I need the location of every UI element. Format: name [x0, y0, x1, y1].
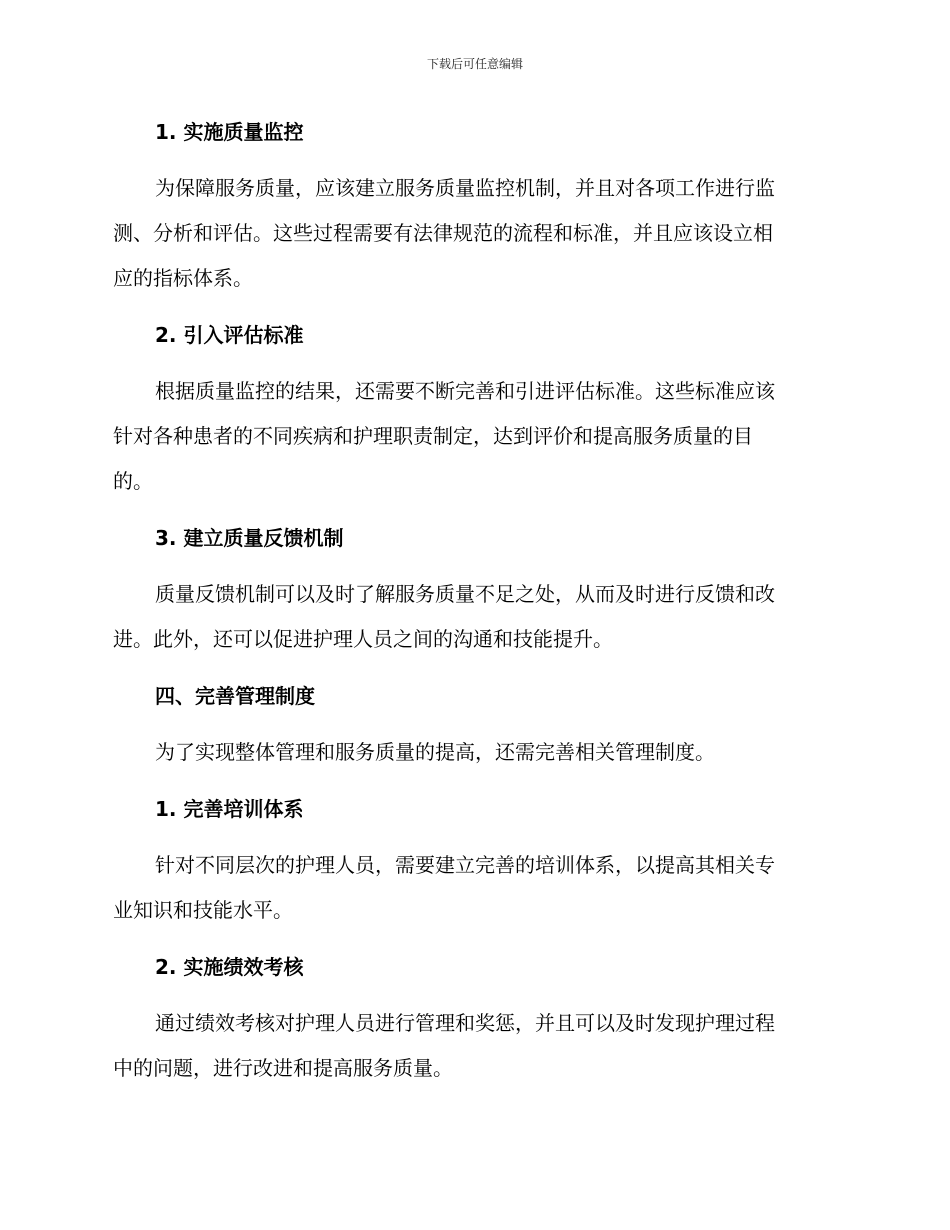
- section-heading: 1. 实施质量监控: [155, 120, 304, 144]
- body-paragraph: [113, 369, 833, 504]
- page-header-note: 下载后可任意编辑: [426, 57, 523, 71]
- paragraph-line: 为保障服务质量，应该建立服务质量监控机制，并且对各项工作进行监: [155, 176, 775, 200]
- body-paragraph: [113, 843, 833, 933]
- block-spacer: [113, 301, 833, 313]
- block-spacer: [113, 718, 833, 730]
- block-spacer: [113, 504, 833, 516]
- body-paragraph: [113, 572, 833, 662]
- body-paragraph: [113, 1001, 833, 1091]
- block-spacer: [113, 154, 833, 166]
- section-heading: 2. 实施绩效考核: [155, 955, 304, 979]
- block-spacer: [113, 989, 833, 1001]
- block-spacer: [113, 775, 833, 787]
- body-paragraph: [113, 166, 833, 301]
- paragraph-line: 质量反馈机制可以及时了解服务质量不足之处，从而及时进行反馈和改: [155, 582, 775, 606]
- block-spacer: [113, 560, 833, 572]
- paragraph-line: 应的指标体系。: [113, 266, 253, 290]
- block-spacer: [113, 1091, 833, 1103]
- paragraph-line: 中的问题，进行改进和提高服务质量。: [113, 1056, 453, 1080]
- block-spacer: [113, 933, 833, 945]
- paragraph-line: 通过绩效考核对护理人员进行管理和奖惩，并且可以及时发现护理过程: [155, 1011, 775, 1035]
- paragraph-line: 测、分析和评估。这些过程需要有法律规范的流程和标准，并且应该设立相: [113, 221, 773, 245]
- body-paragraph: [113, 730, 833, 775]
- paragraph-line: 的。: [113, 469, 153, 493]
- paragraph-line: 为了实现整体管理和服务质量的提高，还需完善相关管理制度。: [155, 740, 715, 764]
- paragraph-line: 针对不同层次的护理人员，需要建立完善的培训体系，以提高其相关专: [155, 853, 775, 877]
- paragraph-line: 业知识和技能水平。: [113, 898, 293, 922]
- section-heading: 四、完善管理制度: [155, 684, 315, 708]
- paragraph-line: 进。此外，还可以促进护理人员之间的沟通和技能提升。: [113, 627, 613, 651]
- section-heading: 2. 引入评估标准: [155, 323, 304, 347]
- section-heading: 3. 建立质量反馈机制: [155, 526, 344, 550]
- section-heading: 1. 完善培训体系: [155, 797, 304, 821]
- block-spacer: [113, 357, 833, 369]
- block-spacer: [113, 831, 833, 843]
- block-spacer: [113, 662, 833, 674]
- paragraph-line: 针对各种患者的不同疾病和护理职责制定，达到评价和提高服务质量的目: [113, 424, 753, 448]
- document-body: [113, 110, 833, 1103]
- paragraph-line: 根据质量监控的结果，还需要不断完善和引进评估标准。这些标准应该: [155, 379, 775, 403]
